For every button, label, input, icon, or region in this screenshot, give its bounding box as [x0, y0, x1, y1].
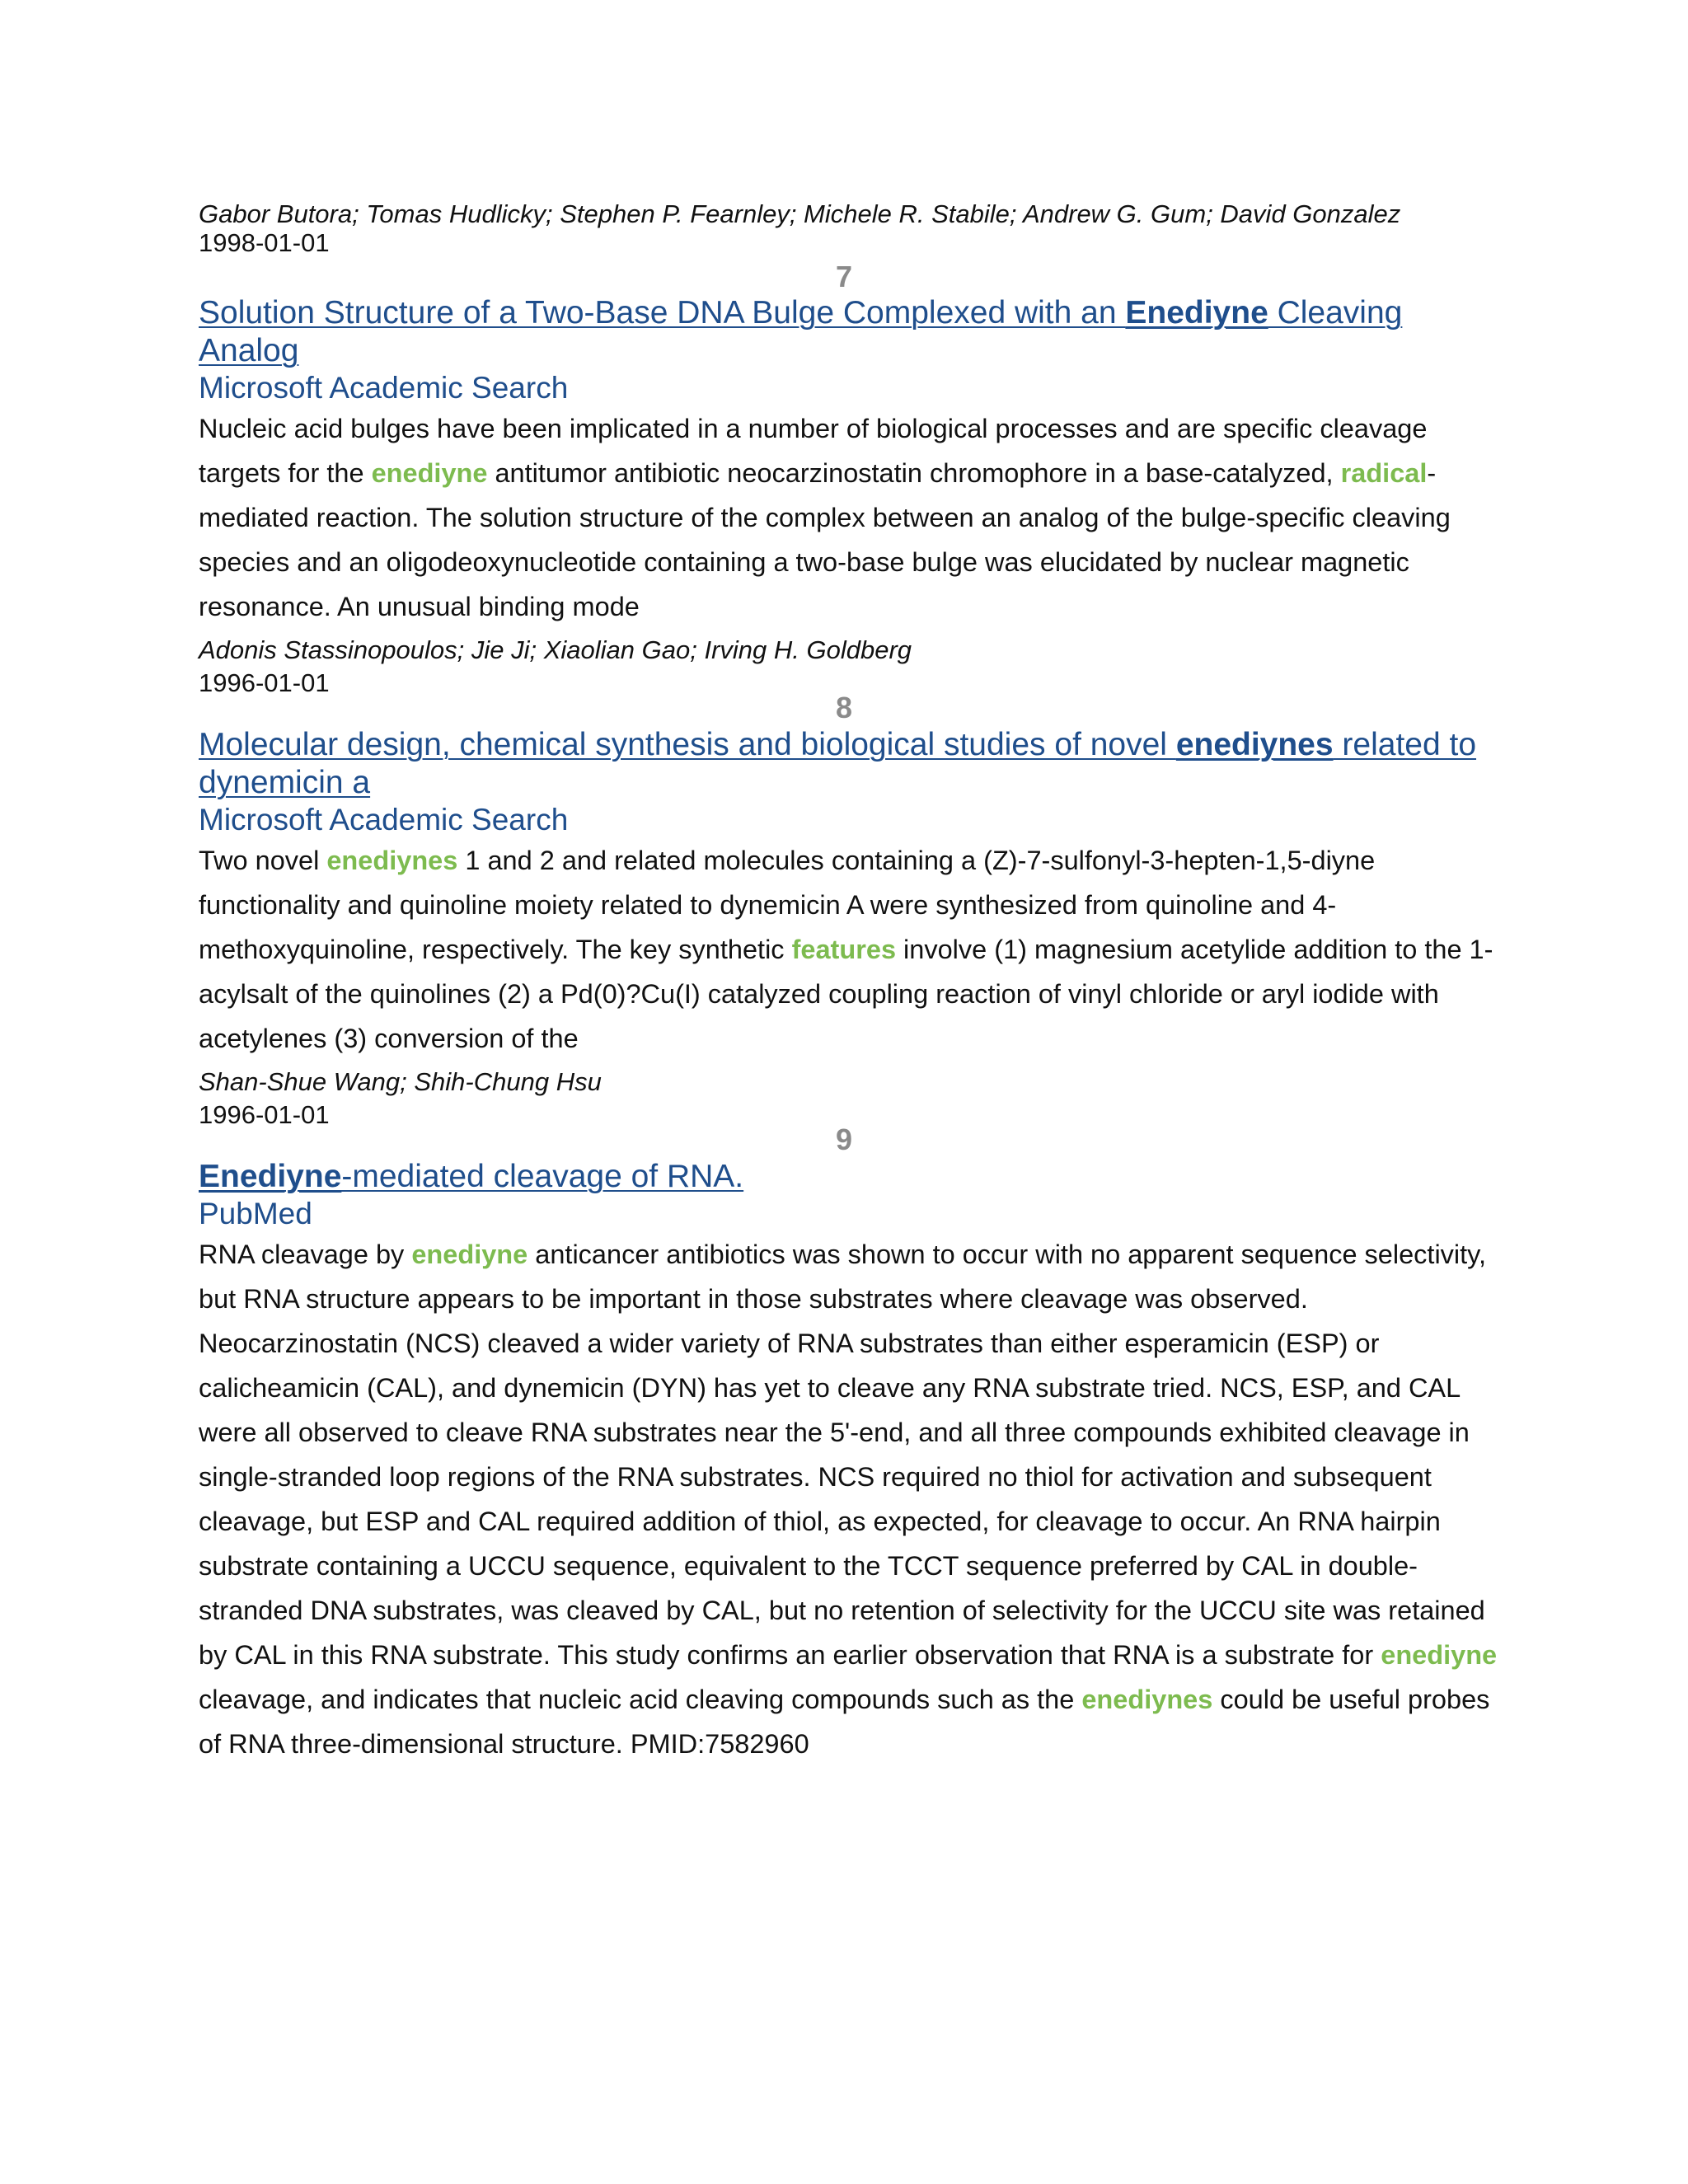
- result-7-number: 7: [835, 260, 853, 293]
- result-8-date: 1996-01-01: [199, 1100, 330, 1129]
- result-9-title-after[interactable]: -mediated cleavage of RNA.: [341, 1159, 744, 1194]
- result-7-date: 1996-01-01: [199, 668, 330, 697]
- result-9: [199, 1158, 1501, 1766]
- result-8-title-after[interactable]: related to dynemicin a: [199, 727, 1477, 800]
- result-8-number: 8: [835, 691, 853, 724]
- result-7-title-before[interactable]: Solution Structure of a Two-Base DNA Bulge Complexed with an: [199, 295, 1126, 330]
- result-9-title-highlight[interactable]: Enediyne: [199, 1159, 342, 1194]
- abstract-highlight: enediynes: [1081, 1685, 1213, 1714]
- result-8-title-highlight[interactable]: enediynes: [1175, 727, 1334, 762]
- result-7-authors: Adonis Stassinopoulos; Jie Ji; Xiaolian Gao; Irving H. Goldberg: [199, 635, 912, 664]
- result-9-title-link[interactable]: [199, 1158, 1501, 1196]
- result-9-source: PubMed: [199, 1197, 312, 1230]
- result-7: [199, 294, 1501, 698]
- abstract-text: -mediated reaction. The solution structure of the complex between an analog of the bulge-specific cleaving species and an oligodeoxynucleotide containing a two-base bulge was elucidated by nuclear magnetic resonance. An unusual binding mode: [199, 458, 1451, 621]
- result-6-date: 1998-01-01: [199, 228, 330, 257]
- abstract-highlight: radical: [1340, 458, 1428, 488]
- abstract-highlight: enediyne: [411, 1240, 528, 1269]
- abstract-text: Nucleic acid bulges have been implicated in a number of biological processes and are specific cleavage targets for the: [199, 414, 1428, 488]
- abstract-text: involve (1) magnesium acetylide addition to the 1-acylsalt of the quinolines (2) a Pd(0)?Cu(I) catalyzed coupling reaction of vinyl chloride or aryl iodide with acetylenes (3) conversion of the: [199, 935, 1493, 1053]
- result-8-title-before[interactable]: Molecular design, chemical synthesis and biological studies of novel: [199, 727, 1176, 762]
- result-8-title-link[interactable]: [199, 726, 1501, 802]
- abstract-text: Two novel: [199, 846, 327, 875]
- abstract-text: anticancer antibiotics was shown to occur with no apparent sequence selectivity, but RNA structure appears to be important in those substrates where cleavage was observed. Neocarzinostatin (NCS) cleaved a wider variety of RNA substrates than either esperamicin (ESP) or calicheamicin (CAL), and dynemicin (DYN) has yet to cleave any RNA substrate tried. NCS, ESP, and CAL were all observed to cleave RNA substrates near the 5'-end, and all three compounds exhibited cleavage in single-stranded loop regions of the RNA substrates. NCS required no thiol for activation and subsequent cleavage, but ESP and CAL required addition of thiol, as expected, for cleavage to occur. An RNA hairpin substrate containing a UCCU sequence, equivalent to the TCCT sequence preferred by CAL in double-stranded DNA substrates, was cleaved by CAL, but no retention of selectivity for the UCCU site was retained by CAL in this RNA substrate. This study confirms an earlier observation that RNA is a substrate for: [199, 1240, 1487, 1670]
- result-8-authors: Shan-Shue Wang; Shih-Chung Hsu: [199, 1067, 602, 1096]
- abstract-highlight: features: [791, 935, 897, 964]
- abstract-text: cleavage, and indicates that nucleic acid cleaving compounds such as the: [199, 1685, 1082, 1714]
- abstract-text: antitumor antibiotic neocarzinostatin chromophore in a base-catalyzed,: [487, 458, 1341, 488]
- abstract-highlight: enediynes: [326, 846, 458, 875]
- result-8-abstract: [199, 838, 1501, 1061]
- result-7-title-after[interactable]: Cleaving Analog: [199, 295, 1403, 368]
- result-6-authors: Gabor Butora; Tomas Hudlicky; Stephen P. Fearnley; Michele R. Stabile; Andrew G. Gum; David Gonzalez: [199, 199, 1401, 228]
- result-7-title-link[interactable]: [199, 294, 1501, 370]
- abstract-text: 1 and 2 and related molecules containing a (Z)-7-sulfonyl-3-hepten-1,5-diyne functionality and quinoline moiety related to dynemicin A were synthesized from quinoline and 4-methoxyquinoline, respectively. The key synthetic: [199, 846, 1376, 964]
- result-7-abstract: [199, 406, 1501, 629]
- result-8-source: Microsoft Academic Search: [199, 803, 569, 837]
- result-7-source: Microsoft Academic Search: [199, 371, 569, 405]
- abstract-highlight: enediyne: [371, 458, 488, 488]
- result-9-number: 9: [835, 1122, 853, 1156]
- abstract-highlight: enediyne: [1381, 1640, 1498, 1670]
- result-8: [199, 726, 1501, 1130]
- result-7-title-highlight[interactable]: Enediyne: [1125, 295, 1268, 330]
- abstract-text: RNA cleavage by: [199, 1240, 412, 1269]
- result-9-abstract: [199, 1232, 1501, 1766]
- abstract-text: could be useful probes of RNA three-dimensional structure. PMID:7582960: [199, 1685, 1490, 1759]
